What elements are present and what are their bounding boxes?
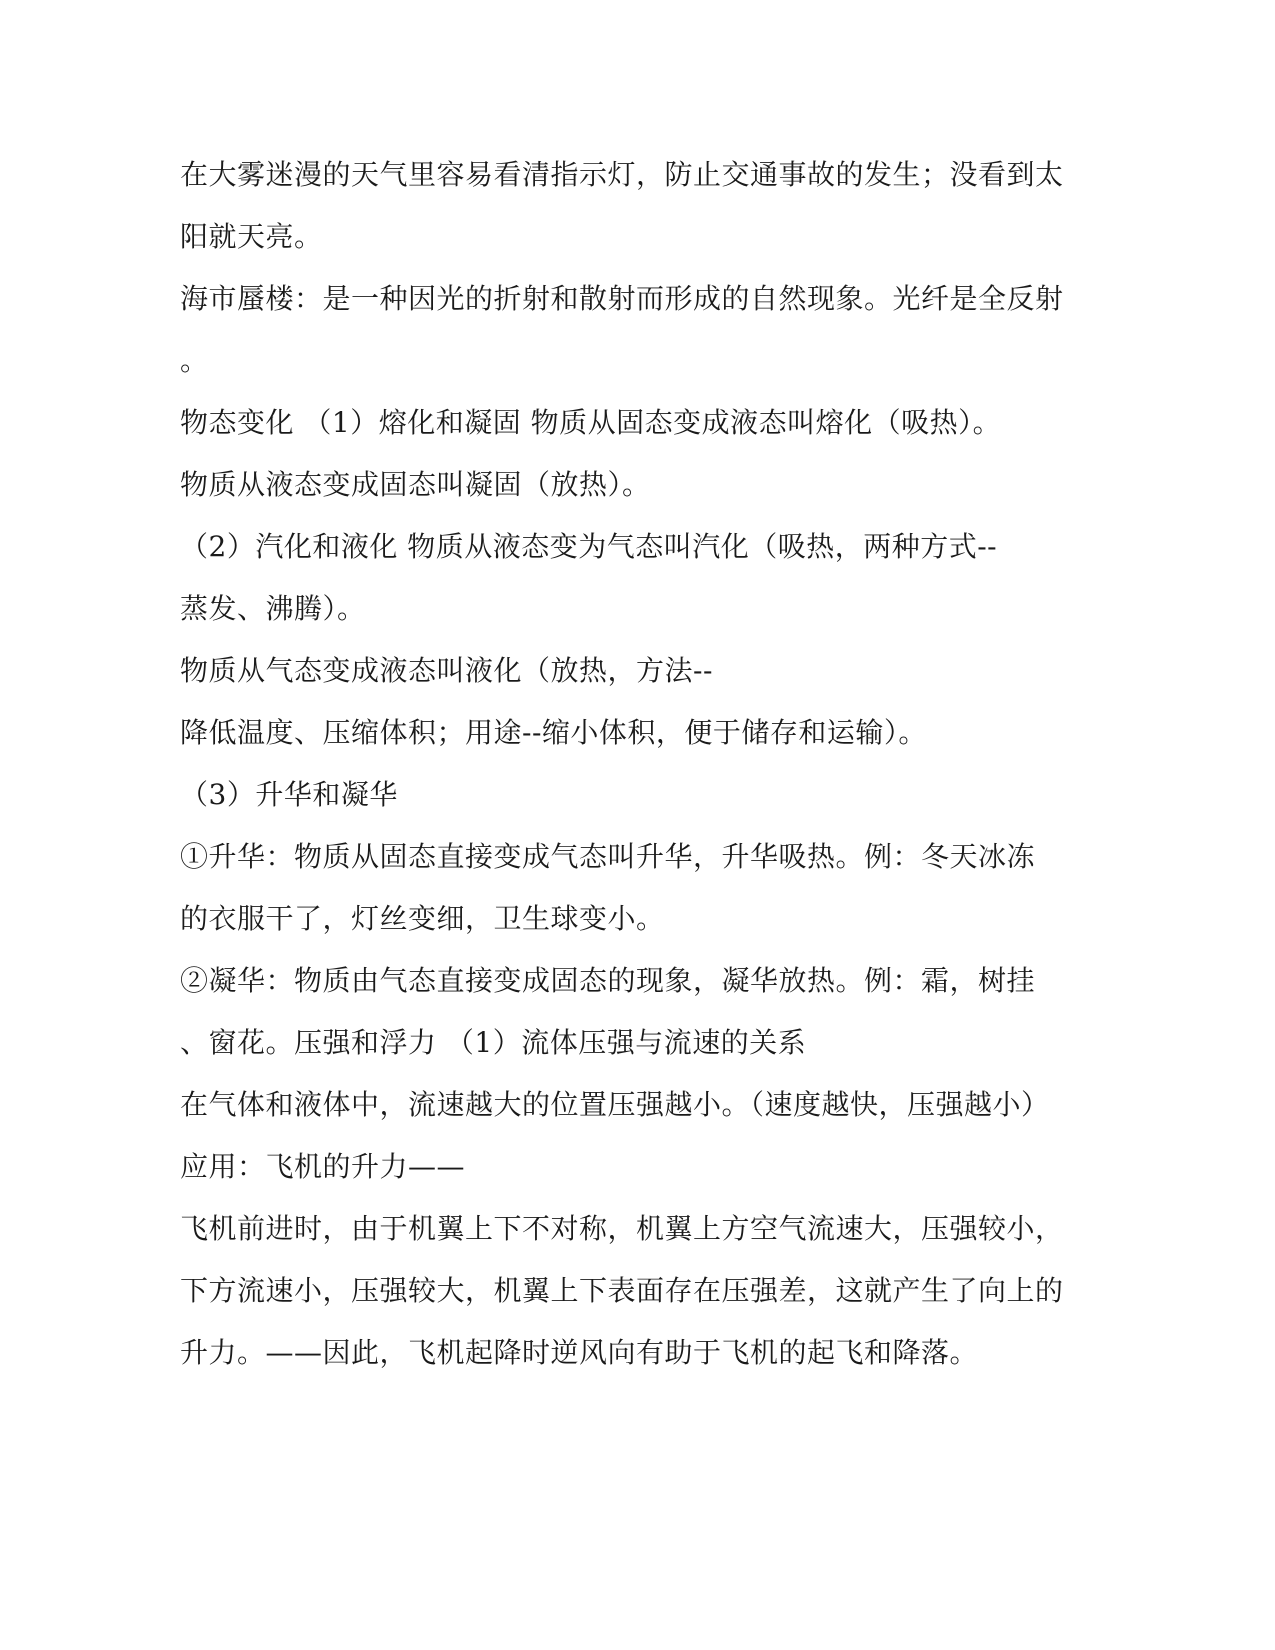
text-line: ②凝华：物质由气态直接变成固态的现象，凝华放热。例：霜，树挂 — [180, 964, 1036, 997]
text-line: ①升华：物质从固态直接变成气态叫升华，升华吸热。例：冬天冰冻 — [180, 840, 1036, 873]
text-line: 物态变化 （1）熔化和凝固 物质从固态变成液态叫熔化（吸热）。 — [180, 406, 1002, 439]
text-line: 的衣服干了，灯丝变细，卫生球变小。 — [180, 902, 665, 935]
text-line: 升力。——因此，飞机起降时逆风向有助于飞机的起飞和降落。 — [180, 1336, 979, 1369]
text-line: 在气体和液体中，流速越大的位置压强越小。（速度越快，压强越小） — [180, 1088, 1050, 1121]
text-line: 降低温度、压缩体积；用途--缩小体积，便于储存和运输）。 — [180, 716, 927, 749]
text-line: 海市蜃楼：是一种因光的折射和散射而形成的自然现象。光纤是全反射 — [180, 282, 1064, 315]
text-line: 下方流速小，压强较大，机翼上下表面存在压强差，这就产生了向上的 — [180, 1274, 1064, 1307]
text-line: （3）升华和凝华 — [180, 778, 398, 811]
text-line: 阳就天亮。 — [180, 220, 323, 253]
text-line: 、窗花。压强和浮力 （1）流体压强与流速的关系 — [180, 1026, 807, 1059]
text-line: 飞机前进时，由于机翼上下不对称，机翼上方空气流速大，压强较小， — [180, 1212, 1064, 1245]
text-line: （2）汽化和液化 物质从液态变为气态叫汽化（吸热，两种方式-- — [180, 530, 998, 563]
text-line: 。 — [180, 344, 209, 377]
text-line: 物质从气态变成液态叫液化（放热，方法-- — [180, 654, 713, 687]
text-line: 应用：飞机的升力—— — [180, 1150, 466, 1183]
text-line: 在大雾迷漫的天气里容易看清指示灯，防止交通事故的发生；没看到太 — [180, 158, 1064, 191]
text-line: 蒸发、沸腾）。 — [180, 592, 366, 625]
text-line: 物质从液态变成固态叫凝固（放热）。 — [180, 468, 651, 501]
